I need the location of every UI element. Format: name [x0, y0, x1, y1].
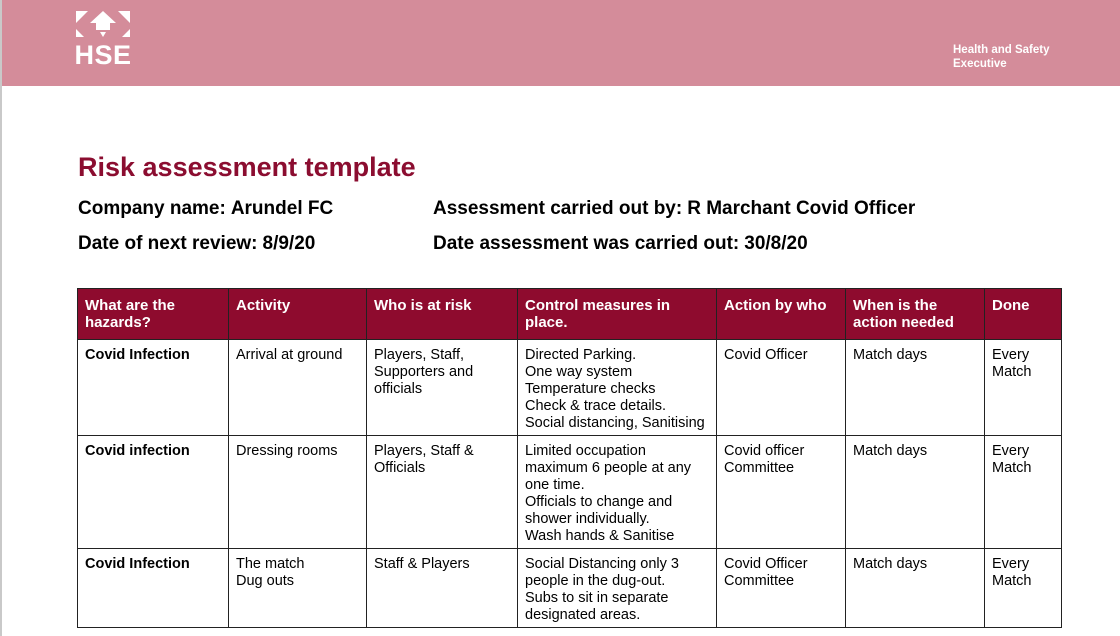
who-at-risk-cell-line: Players, Staff, [374, 347, 464, 363]
table-row [78, 436, 1062, 549]
when-needed-cell-line: Match days [853, 556, 928, 572]
done-cell [985, 340, 1062, 436]
who-at-risk-cell-line: officials [374, 381, 423, 397]
when-needed-cell [846, 549, 985, 628]
done-cell [985, 436, 1062, 549]
when-needed-cell [846, 436, 985, 549]
control-measures-cell-line: one time. [525, 477, 585, 493]
carried-label: Date assessment was carried out: [433, 233, 740, 254]
who-at-risk-cell-line: Supporters and [374, 364, 474, 380]
hse-logo [72, 10, 134, 70]
assessor-label: Assessment carried out by: [433, 198, 683, 219]
who-at-risk-cell-line: Officials [374, 460, 426, 476]
hse-emblem-icon [72, 10, 134, 42]
control-measures-cell-line: maximum 6 people at any [525, 460, 692, 476]
table-header-row [78, 289, 1062, 340]
who-at-risk-cell-line: Staff & Players [374, 556, 470, 572]
control-measures-cell-line: Limited occupation [525, 443, 646, 459]
control-measures-cell [518, 436, 717, 549]
action-by-cell-line: Covid Officer [724, 347, 808, 363]
when-needed-cell-line: Match days [853, 347, 928, 363]
control-measures-cell-line: people in the dug-out. [525, 573, 666, 589]
review-label: Date of next review: [78, 233, 258, 254]
carried-value: 30/8/20 [744, 233, 808, 254]
logo-text: HSE [74, 40, 132, 70]
done-cell [985, 549, 1062, 628]
control-measures-cell-line: Subs to sit in separate [525, 590, 669, 606]
activity-cell [229, 549, 367, 628]
agency-line-1: Health and Safety [953, 44, 1050, 56]
done-cell-line: Every [992, 347, 1030, 363]
column-header-when-needed: When is the action needed [846, 289, 985, 340]
done-cell-line: Match [992, 460, 1032, 476]
hazard-cell: Covid Infection [78, 549, 229, 628]
control-measures-cell [518, 340, 717, 436]
action-by-cell [717, 340, 846, 436]
column-header-action-by: Action by who [717, 289, 846, 340]
page-edge [0, 0, 2, 636]
action-by-cell-line: Covid officer [724, 443, 805, 459]
control-measures-cell-line: shower individually. [525, 511, 650, 527]
control-measures-cell-line: Wash hands & Sanitise [525, 528, 675, 544]
control-measures-cell-line: Check & trace details. [525, 398, 667, 414]
risk-assessment-table [77, 288, 1062, 628]
done-cell-line: Every [992, 443, 1030, 459]
control-measures-cell-line: designated areas. [525, 607, 641, 623]
header-banner [2, 0, 1120, 86]
carried-out-date-field [433, 232, 808, 256]
when-needed-cell-line: Match days [853, 443, 928, 459]
activity-cell-line: Dressing rooms [236, 443, 338, 459]
column-header-hazards: What are the hazards? [78, 289, 229, 340]
company-name-field [78, 197, 333, 221]
done-cell-line: Match [992, 573, 1032, 589]
who-at-risk-cell [367, 436, 518, 549]
control-measures-cell-line: Temperature checks [525, 381, 656, 397]
assessor-value: R Marchant Covid Officer [687, 198, 916, 219]
activity-cell-line: Dug outs [236, 573, 295, 589]
column-header-who-at-risk: Who is at risk [367, 289, 518, 340]
column-header-activity: Activity [229, 289, 367, 340]
column-header-done: Done [985, 289, 1062, 340]
control-measures-cell [518, 549, 717, 628]
activity-cell-line: Arrival at ground [236, 347, 343, 363]
company-value: Arundel FC [230, 198, 334, 219]
hazard-cell: Covid infection [78, 436, 229, 549]
control-measures-cell-line: Officials to change and [525, 494, 673, 510]
column-header-control-measures: Control measures in place. [518, 289, 717, 340]
control-measures-cell-line: Social distancing, Sanitising [525, 415, 705, 431]
assessor-field [433, 197, 915, 221]
control-measures-cell-line: Directed Parking. [525, 347, 637, 363]
action-by-cell-line: Covid Officer [724, 556, 808, 572]
control-measures-cell-line: Social Distancing only 3 [525, 556, 679, 572]
when-needed-cell [846, 340, 985, 436]
review-value: 8/9/20 [262, 233, 316, 254]
table-row [78, 549, 1062, 628]
action-by-cell [717, 436, 846, 549]
action-by-cell-line: Committee [724, 573, 795, 589]
company-label: Company name: [78, 198, 226, 219]
done-cell-line: Every [992, 556, 1030, 572]
agency-name [953, 43, 1113, 71]
table-row [78, 340, 1062, 436]
agency-line-2: Executive [953, 58, 1007, 70]
activity-cell [229, 436, 367, 549]
hazard-cell: Covid Infection [78, 340, 229, 436]
control-measures-cell-line: One way system [525, 364, 633, 380]
next-review-field [78, 232, 315, 256]
action-by-cell [717, 549, 846, 628]
action-by-cell-line: Committee [724, 460, 795, 476]
done-cell-line: Match [992, 364, 1032, 380]
activity-cell-line: The match [236, 556, 305, 572]
who-at-risk-cell [367, 340, 518, 436]
activity-cell [229, 340, 367, 436]
document-title: Risk assessment template [78, 152, 416, 182]
who-at-risk-cell [367, 549, 518, 628]
who-at-risk-cell-line: Players, Staff & [374, 443, 474, 459]
